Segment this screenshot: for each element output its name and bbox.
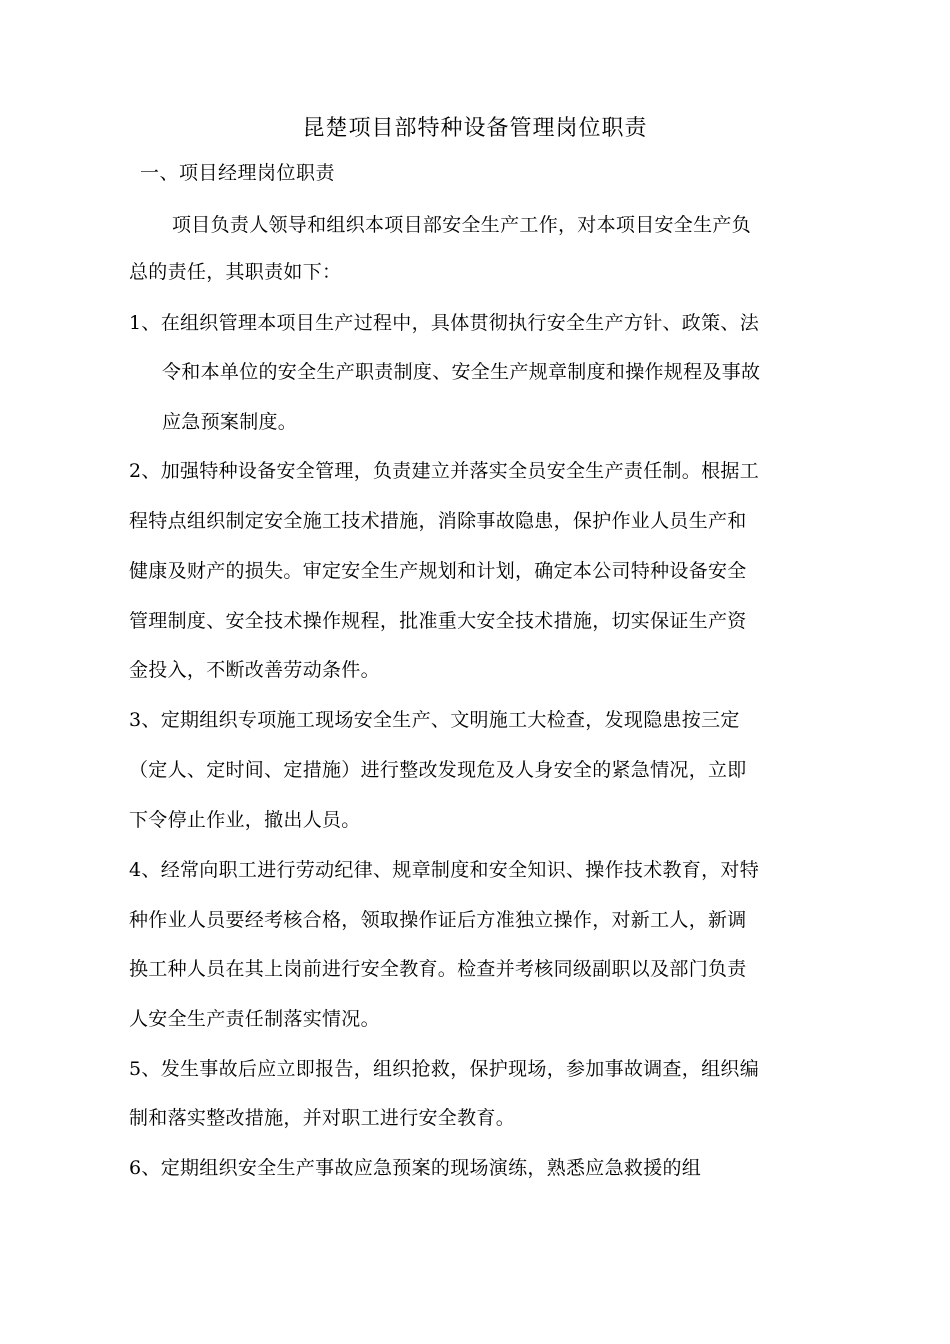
list-item-line: 令和本单位的安全生产职责制度、安全生产规章制度和操作规程及事故 [162,361,761,383]
list-item-line: 种作业人员要经考核合格，领取操作证后方准独立操作，对新工人，新调 [129,909,747,931]
list-item-line: 下令停止作业，撤出人员。 [129,809,361,831]
list-item-line: 5、发生事故后应立即报告，组织抢救，保护现场，参加事故调查，组织编 [129,1058,759,1080]
list-item-line: 1、在组织管理本项目生产过程中，具体贯彻执行安全生产方针、政策、法 [129,312,759,334]
list-item-line: 人安全生产责任制落实情况。 [129,1008,380,1030]
paragraph-line: 项目负责人领导和组织本项目部安全生产工作，对本项目安全生产负 [172,214,752,236]
list-item-line: 3、定期组织专项施工现场安全生产、文明施工大检查，发现隐患按三定 [129,709,740,731]
section-heading: 一、项目经理岗位职责 [140,162,336,184]
list-item-line: 2、加强特种设备安全管理，负责建立并落实全员安全生产责任制。根据工 [129,460,759,482]
list-item-line: （定人、定时间、定措施）进行整改发现危及人身安全的紧急情况，立即 [129,759,747,781]
list-item-line: 健康及财产的损失。审定安全生产规划和计划，确定本公司特种设备安全 [129,560,747,582]
list-item-line: 换工种人员在其上岗前进行安全教育。检查并考核同级副职以及部门负责 [129,958,747,980]
list-item-line: 管理制度、安全技术操作规程，批准重大安全技术措施，切实保证生产资 [129,610,747,632]
list-item-line: 金投入，不断改善劳动条件。 [129,659,380,681]
document-title: 昆楚项目部特种设备管理岗位职责 [302,116,648,141]
list-item-line: 制和落实整改措施，并对职工进行安全教育。 [129,1107,516,1129]
list-item-line: 4、经常向职工进行劳动纪律、规章制度和安全知识、操作技术教育，对特 [129,859,759,881]
paragraph-line: 总的责任，其职责如下： [129,261,342,283]
list-item-line: 程特点组织制定安全施工技术措施，消除事故隐患，保护作业人员生产和 [129,510,747,532]
list-item-line: 6、定期组织安全生产事故应急预案的现场演练，熟悉应急救援的组 [129,1157,702,1179]
list-item-line: 应急预案制度。 [162,411,298,433]
